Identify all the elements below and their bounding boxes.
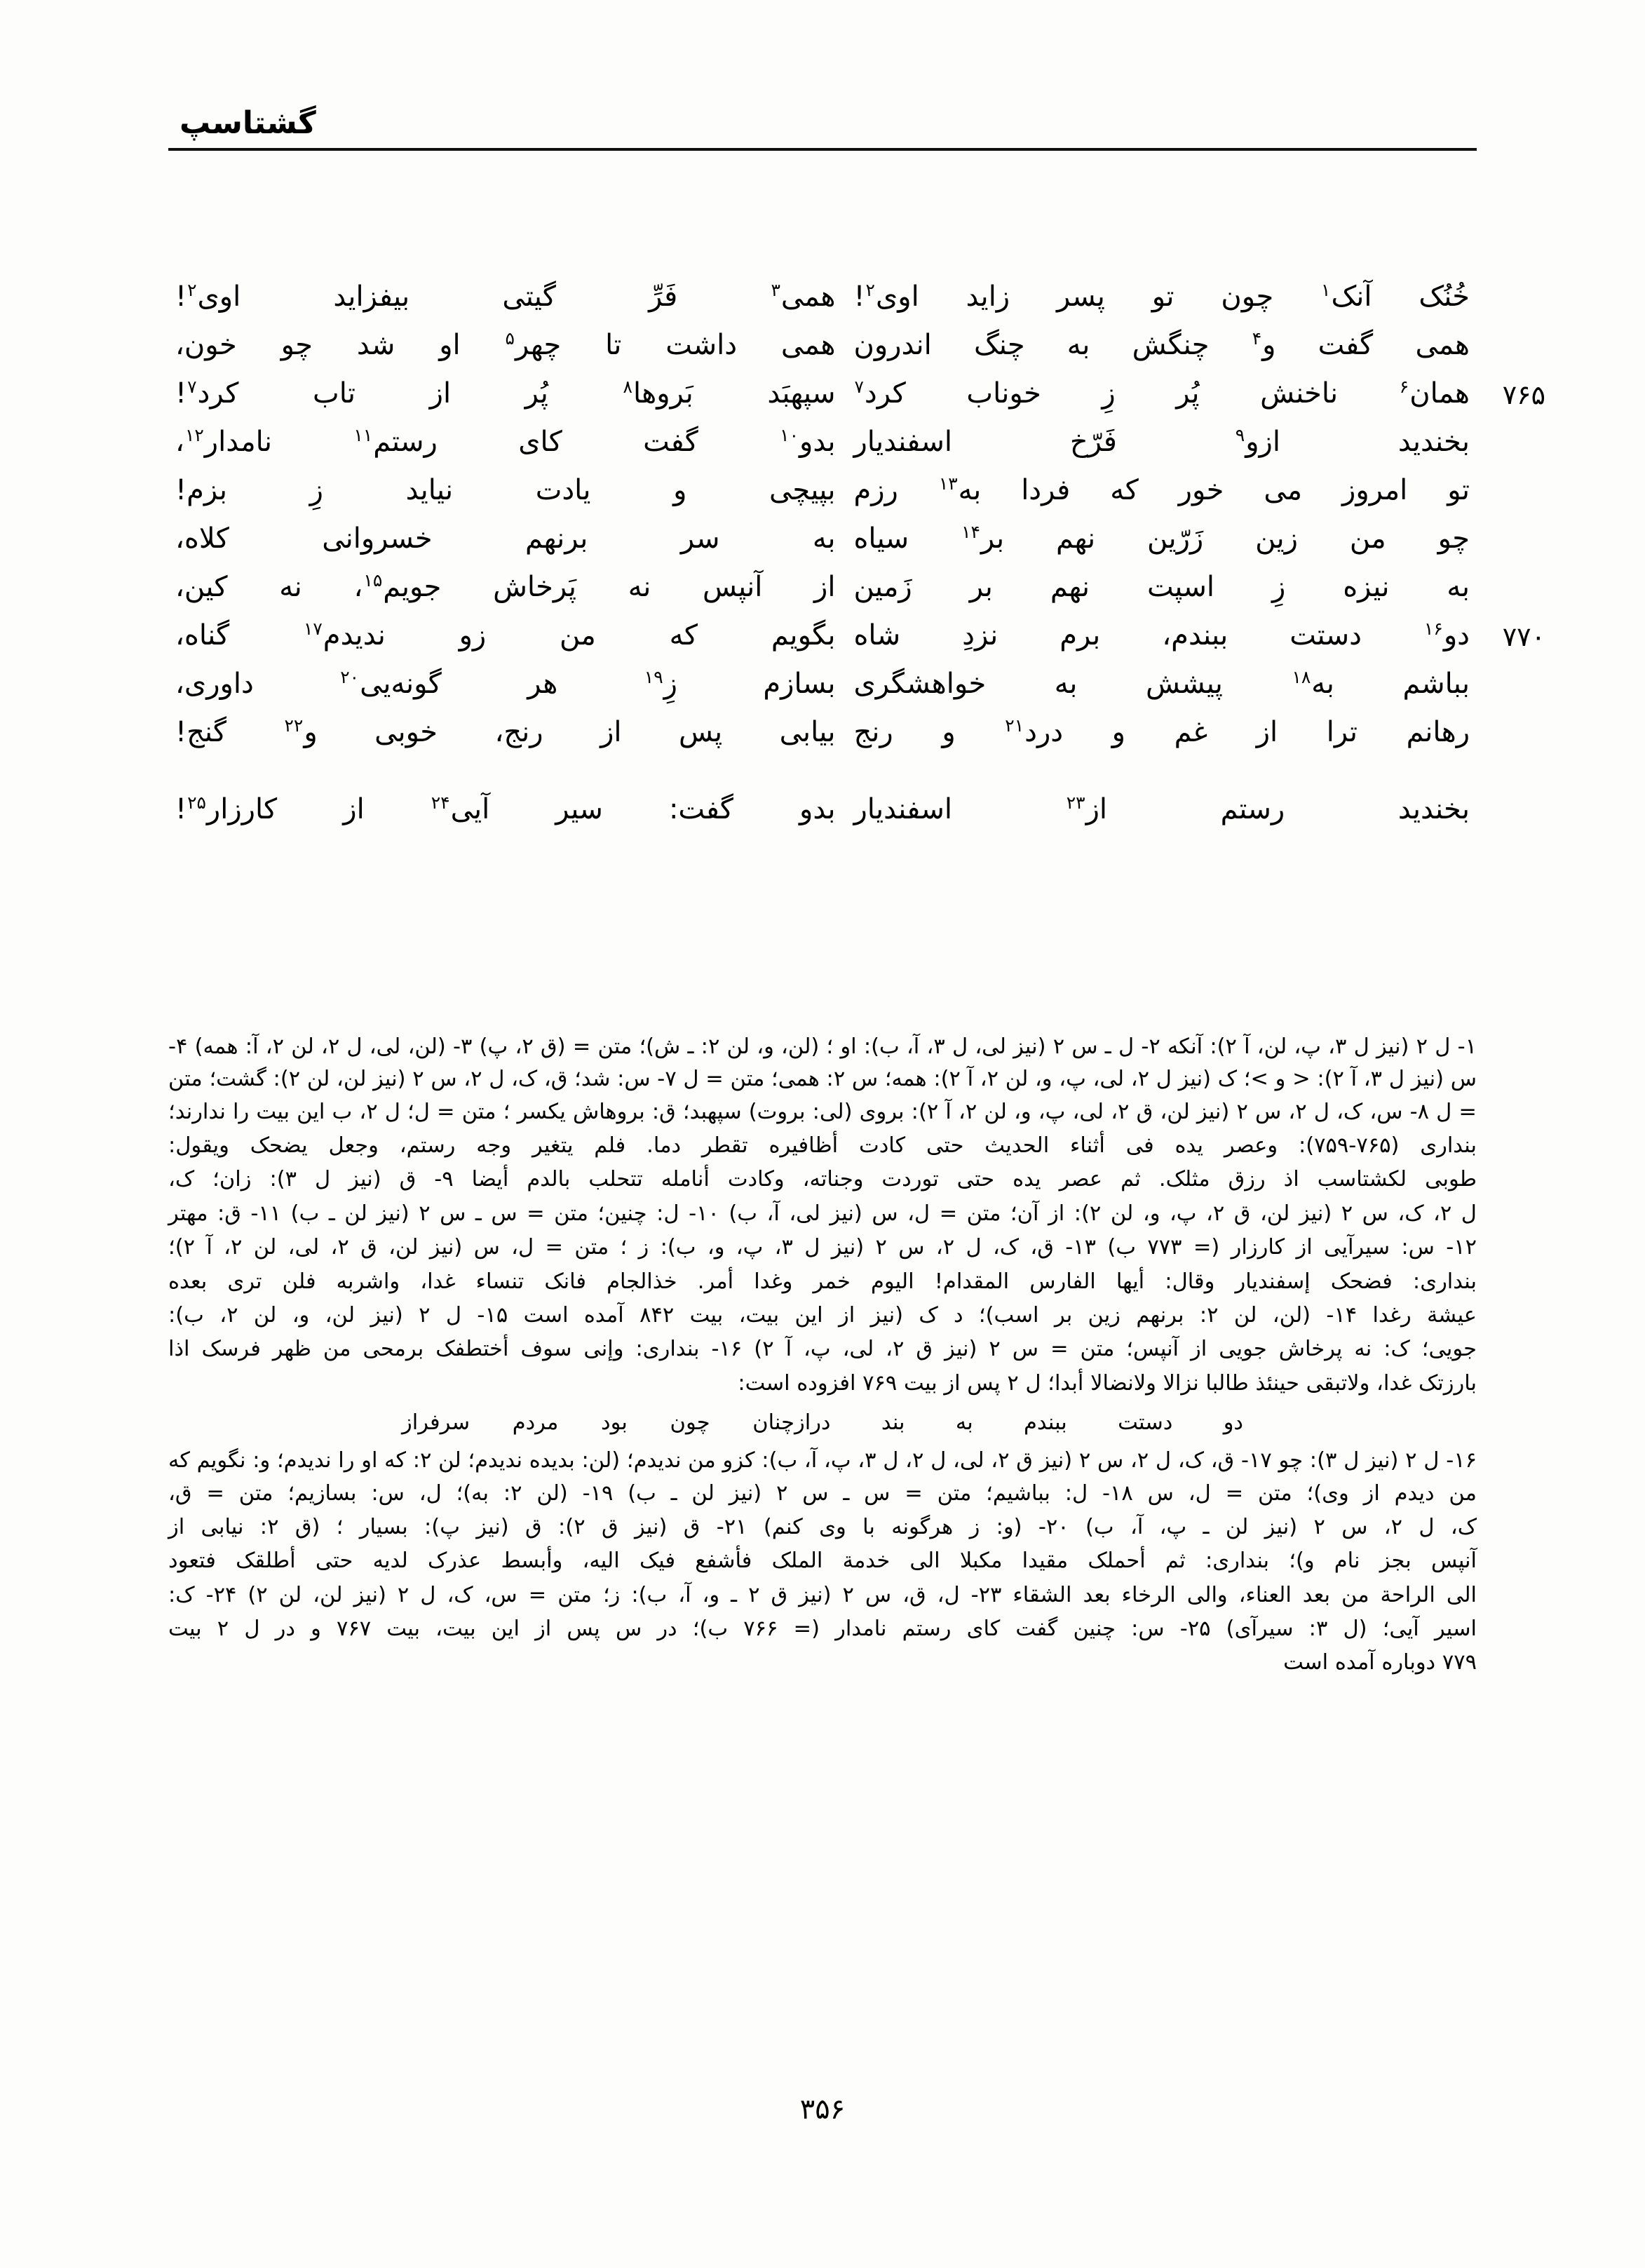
hemistich-first: رهانم ترا از غم و درد$^{۲۱}$ و رنج (853, 715, 1470, 748)
apparatus-line: ۷۷۹ دوباره آمده است (1283, 1650, 1477, 1675)
verse-block (175, 277, 1545, 838)
bayt (175, 664, 1470, 705)
bayt (175, 567, 1470, 608)
note-marker: ۱ (1321, 279, 1331, 300)
note-marker: ۶ (1399, 376, 1409, 397)
hemistich-second: بسازم زِ$^{۱۹}$ هر گونه‌یی$^{۲۰}$ داوری، (175, 666, 836, 700)
running-head-title: گشتاسپ (180, 105, 316, 141)
bayt (175, 277, 1470, 318)
folio-number: ۳۵۶ (799, 2093, 846, 2126)
note-marker: ۷ (187, 376, 197, 397)
note-marker: ۲۰ (340, 666, 360, 687)
note-marker: ۸ (623, 376, 632, 397)
note-marker: ۱۸ (1292, 666, 1311, 687)
hemistich-first: ۷۷۰ دو$^{۱۶}$ دستت ببندم، برم نزدِ شاه (835, 616, 1470, 656)
apparatus-line: ل ۲، ک، س ۲ (نیز لن، ق ۲، پ، و، لن ۲): از آن؛ متن = ل، س (نیز لی، آ، ب) ۱۰- ل: چنین؛ متن = س ـ س ۲ (نیز لن ـ ب) ۱۱- ق: مهتر (168, 1201, 1477, 1226)
note-marker: ۲۲ (284, 715, 304, 736)
hemistich-first: همی گفت و$^۴$ چنگش به چنگ اندرون (853, 328, 1470, 361)
bayt (175, 374, 1545, 414)
hemistich-second: به سر برنهم خسروانی کلاه، (175, 522, 836, 555)
hemistich-first: ۷۶۵ همان$^۶$ ناخنش پُر زِ خوناب کرد$^۷$ (835, 374, 1470, 414)
bayt (175, 325, 1470, 366)
hemistich-first: چو من زین زَرّین نهم بر$^{۱۴}$ سیاه (853, 521, 1470, 555)
hemistich-first: بباشم به$^{۱۸}$ پیشش به خواهشگری (853, 666, 1470, 700)
hemistich-first: بخندید ازو$^۹$ فَرّخ اسفندیار (853, 424, 1470, 458)
note-marker: ۳ (771, 279, 780, 300)
header-rule (168, 148, 1477, 151)
note-marker: ۲۱ (1005, 715, 1024, 736)
hemistich-first: بخندید رستم از$^{۲۳}$ اسفندیار (853, 792, 1470, 825)
apparatus-line: ۱- ل ۲ (نیز ل ۳، پ، لن، آ ۲): آنکه ۲- ل ـ س ۲ (نیز لی، ل ۳، آ، ب): او ؛ (لن، و، لن ۲: ـ ش)؛ متن = (ق ۲، پ) ۳- (لن، لی، ل ۲، لن ۲، آ: همه) ۴- س (نیز ل ۳، آ ۲): < و >؛ ک (نیز ل ۲، لی، پ، و، لن ۲، آ ۲): همه؛ س ۲: همی؛ متن = ل ۷- س: شد؛ ق، ک، ل ۲، س ۲ (نیز لن، لن ۲): گشت؛ متن = ل ۸- س، ک، ل ۲، س ۲ (نیز لن، ق ۲، لی، پ، و، لن ۲، آ ۲): بروی (لی: بروت) سپهبد؛ ق: بروهاش یکسر ؛ متن = ل؛ ل ۲، ب این بیت را ندارند؛ (168, 1034, 1477, 1124)
hemistich-second: بیابی پس از رنج، خوبی و$^{۲۲}$ گنج! (175, 715, 836, 748)
bayt (175, 422, 1470, 463)
bayt (175, 519, 1470, 560)
hemistich-second: از آنپس نه پَرخاش جویم$^{۱۵}$، نه کین، (175, 569, 836, 603)
note-marker: ۲ (865, 279, 875, 300)
apparatus-line: طوبی لکشتاسب اذ رزق مثلک. ثم عصر یده حتی توردت وجناته، وکادت أنامله تتحلب بالدم أیضا ۹- ق (نیز ل ۳): زان؛ ک، (168, 1167, 1477, 1192)
apparatus-line: ۱۶- ل ۲ (نیز ل ۳): چو ۱۷- ق، ک، ل ۲، س ۲ (نیز ق ۲، لی، ل ۲، ل ۳، پ، آ، ب): کزو من ندیدم؛ (لن: بدیده ندیدم؛ لن ۲: که او را ندیدم؛ و: نگویم که من دیدم از وی)؛ متن = ل، س ۱۸- ل: بباشیم؛ متن = س ـ س ۲ (نیز لن ـ ب) ۱۹- (لن ۲: به)؛ ل، س: بسازیم؛ متن = ق، (168, 1448, 1477, 1506)
hemistich-second: بپیچی و یادت نیاید زِ بزم! (175, 474, 836, 506)
apparatus-line: جویی؛ ک: نه پرخاش جویی از آنپس؛ متن = س ۲ (نیز ق ۲، لی، پ، آ ۲) ۱۶- بنداری: وإنی سوف أختطفک برمحی من ظهر فرسک اذا (168, 1337, 1477, 1362)
apparatus-line: ک، ل ۲، س ۲ (نیز لن ـ پ، آ، ب) ۲۰- (و: ز هرگونه با وی کنم) ۲۱- ق (نیز ق ۲): ق (نیز پ): بسیار ؛ (ق ۲: نیابی از (168, 1515, 1477, 1540)
hemistich-second: همی داشت تا چهر$^۵$ او شد چو خون، (175, 328, 836, 361)
inserted-hemistich-first: دو دستت ببندم به بند دراز (794, 1410, 1243, 1435)
apparatus-line-bundari: آنپس بجز نام و)؛ بنداری: ثم أحملک مقیدا مکبلا الی خدمة الملک فأشفع فیک الیه، وأبسط عذرک لدیه حتی أطلقک فتعود (168, 1548, 1477, 1574)
hemistich-second: همی$^۳$ فَرِّ گیتی بیفزاید اوی$^۲$! (175, 279, 836, 313)
note-marker: ۱۵ (363, 569, 383, 590)
note-marker: ۵ (505, 328, 515, 349)
apparatus-line: بارزتک غدا، ولاتبقی حینئذ طالبا نزالا ولانضالا أبدا؛ ل ۲ پس از بیت ۷۶۹ افزوده است: (738, 1370, 1477, 1396)
hemistich-second: بگویم که من زو ندیدم$^{۱۷}$ گناه، (175, 618, 836, 652)
apparatus-line: عیشة رغدا ۱۴- (لن، لن ۲: برنهم زین بر اسب)؛ د ک (نیز از این بیت، بیت ۸۴۲ آمده است ۱۵- ل ۲ (نیز لن، و، لن ۲، ب): (168, 1302, 1477, 1328)
note-marker: ۲۴ (431, 792, 450, 813)
bayt (175, 713, 1470, 753)
note-marker: ۹ (1235, 424, 1245, 445)
note-marker: ۱۲ (184, 424, 204, 445)
verse-number: ۷۷۰ (1502, 621, 1545, 652)
note-marker: ۱۹ (644, 666, 663, 687)
running-head-area (168, 105, 1477, 189)
note-marker: ۱۳ (938, 473, 958, 494)
note-marker: ۱۴ (961, 521, 980, 542)
note-marker: ۲۳ (1066, 792, 1085, 813)
apparatus-line-bundari: بنداری (۷۶۵-۷۵۹): وعصر یده فی أثناء الحدیث حتی کادت أظافیره تقطر دما. فلم یتغیر وجه رستم، وجعل یضحک ویقول: (168, 1133, 1477, 1159)
note-marker: ۱۰ (780, 424, 799, 445)
apparatus-line: الی الراحة من بعد العناء، والی الرخاء بعد الشقاء ۲۳- ل، ق، س ۲ (نیز ق ۲ ـ و، آ، ب): ز؛ متن = س، ک، ل ۲ (نیز لن، لن ۲) ۲۴- ک: (168, 1582, 1477, 1607)
note-marker: ۷ (854, 376, 864, 397)
note-marker: ۱۶ (1424, 618, 1443, 639)
hemistich-first: تو امروز می خور که فردا به$^{۱۳}$ رزم (853, 473, 1470, 506)
hemistich-first: به نیزه زِ اسپت نهم بر زَمین (853, 571, 1470, 603)
bayt (175, 616, 1545, 656)
note-marker: ۲۵ (187, 792, 206, 813)
apparatus-line: اسیر آیی؛ (ل ۳: سیرآی) ۲۵- س: چنین گفت کای رستم نامدار (= ۷۶۶ ب)؛ در س پس از این بیت، بیت ۷۶۷ و در ل ۲ بیت (168, 1616, 1477, 1642)
note-marker: ۲ (187, 279, 197, 300)
hemistich-second: بدو$^{۱۰}$ گفت کای رستم$^{۱۱}$ نامدار$^{۱۲}$، (175, 424, 836, 458)
note-marker: ۱۷ (303, 618, 323, 639)
verse-number: ۷۶۵ (1502, 379, 1545, 410)
apparatus-line: ۱۲- س: سیرآیی از کارزار (= ۷۷۳ ب) ۱۳- ق، ک، ل ۲، س ۲ (نیز ل ۳، پ، و، ب): ز ؛ متن = ل، س (نیز لن، ق ۲، لی، لن ۲، آ ۲)؛ (168, 1235, 1477, 1260)
hemistich-first: خُنُک آنک$^۱$ چون تو پسر زاید اوی$^۲$! (853, 279, 1470, 313)
inserted-hemistich-second: چنان چون بود مردم سرفراز (402, 1410, 794, 1435)
bayt (175, 471, 1470, 511)
apparatus-line-bundari: بنداری: فضحک إسفندیار وقال: أیها الفارس المقدام! الیوم خمر وغدا أمر. خذالجام فانک تنساء غدا، واشربه فلن تری بعده (168, 1269, 1477, 1294)
hemistich-second: بدو گفت: سیر آیی$^{۲۴}$ از کارزار$^{۲۵}$! (175, 792, 836, 825)
note-marker: ۱۱ (353, 424, 373, 445)
critical-apparatus (168, 1031, 1477, 1681)
apparatus-inserted-verse (168, 1407, 1477, 1439)
hemistich-second: سپهبَد بَروها$^۸$ پُر از تاب کرد$^۷$! (175, 376, 836, 410)
note-marker: ۴ (1252, 328, 1262, 349)
bayt (175, 790, 1470, 830)
